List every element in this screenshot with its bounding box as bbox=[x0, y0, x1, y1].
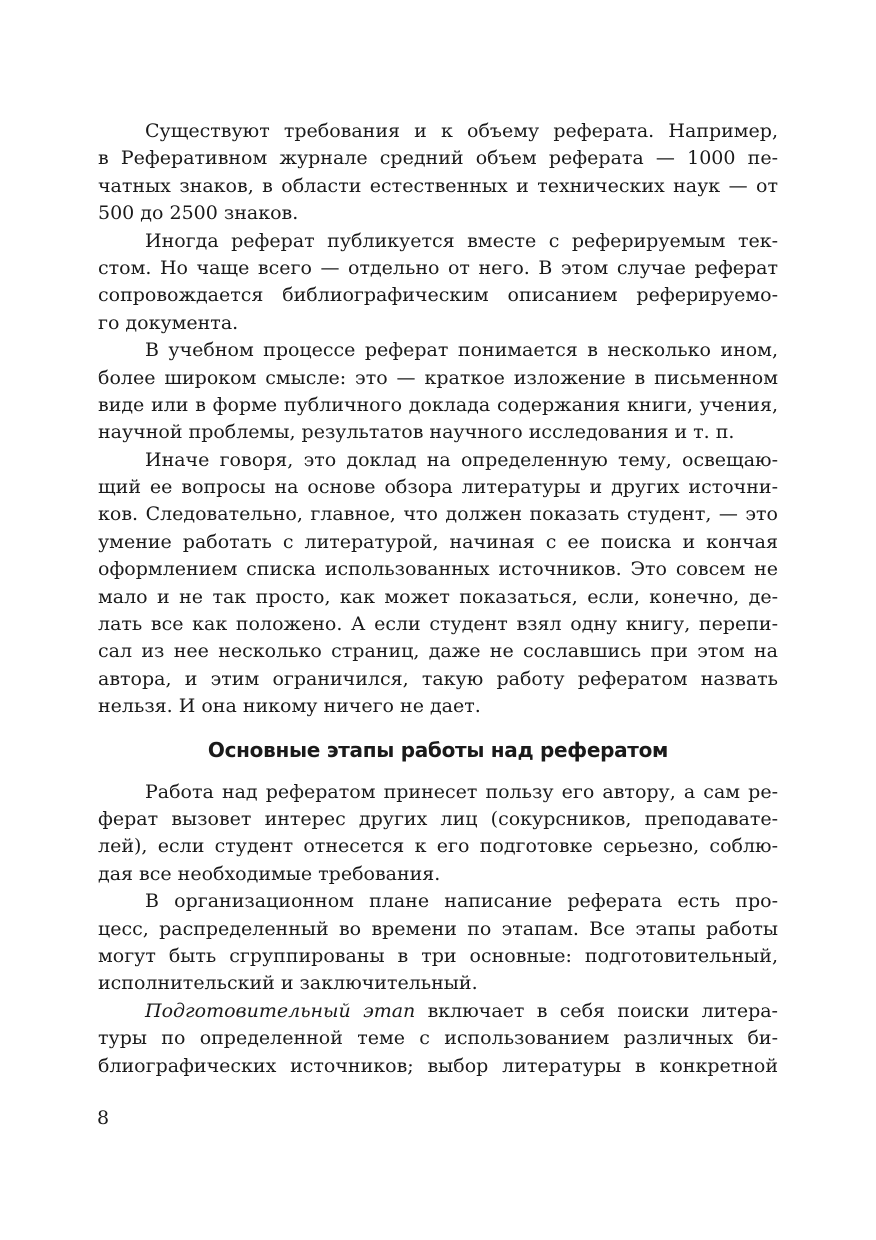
text-line: ферат вызовет интерес других лиц (сокурсников, преподавате- bbox=[98, 807, 778, 830]
paragraph bbox=[98, 888, 778, 998]
text-line: щий ее вопросы на основе обзора литературы и других источни- bbox=[98, 476, 778, 499]
text-line: цесс, распределенный во времени по этапам. Все этапы работы bbox=[98, 917, 778, 940]
section-heading: Основные этапы работы над рефератом bbox=[207, 737, 669, 762]
paragraph bbox=[98, 118, 778, 228]
italic-term: Подготовительный этап bbox=[145, 999, 416, 1022]
text-line: стом. Но чаще всего — отдельно от него. В этом случае реферат bbox=[98, 256, 778, 279]
text-line: туры по определенной теме с использованием различных би- bbox=[98, 1027, 778, 1050]
text-line: дая все необходимые требования. bbox=[98, 862, 441, 885]
text-line: лей), если студент отнесется к его подготовке серьезно, соблю- bbox=[98, 835, 778, 858]
text-line: мало и не так просто, как может показаться, если, конечно, де- bbox=[98, 585, 778, 608]
text-line: 500 до 2500 знаков. bbox=[98, 202, 299, 225]
text-line: умение работать с литературой, начиная с ее поиска и кончая bbox=[98, 530, 778, 553]
text-line: научной проблемы, результатов научного исследования и т. п. bbox=[98, 421, 735, 444]
text-line: автора, и этим ограничился, такую работу рефератом назвать bbox=[98, 667, 778, 690]
text-line bbox=[98, 998, 778, 1025]
text-line: оформлением списка использованных источников. Это совсем не bbox=[98, 558, 778, 581]
text-line: могут быть сгруппированы в три основные: подготовительный, bbox=[98, 944, 778, 967]
text-line: чатных знаков, в области естественных и технических наук — от bbox=[98, 174, 778, 197]
text-line: Существуют требования и к объему реферата. Например, bbox=[145, 120, 778, 142]
paragraph bbox=[98, 228, 778, 338]
paragraph bbox=[98, 337, 778, 447]
text-line: более широком смысле: это — краткое изложение в письменном bbox=[98, 366, 778, 389]
paragraph bbox=[98, 998, 778, 1080]
text-fragment: включает в себя поиски литера- bbox=[415, 999, 778, 1022]
text-line: Иначе говоря, это доклад на определенную тему, освещаю- bbox=[145, 448, 778, 471]
text-line: В организационном плане написание реферата есть про- bbox=[145, 890, 778, 913]
text-line: лать все как положено. А если студент взял одну книгу, перепи- bbox=[98, 613, 778, 636]
paragraph bbox=[98, 447, 778, 721]
text-line: Работа над рефератом принесет пользу его автору, а сам ре- bbox=[145, 780, 778, 803]
page-number: 8 bbox=[97, 1107, 110, 1129]
text-line: Иногда реферат публикуется вместе с реферируемым тек- bbox=[145, 229, 778, 252]
text-line: виде или в форме публичного доклада содержания книги, учения, bbox=[98, 393, 778, 416]
text-line: блиографических источников; выбор литературы в конкретной bbox=[98, 1054, 778, 1077]
text-line: сал из нее несколько страниц, даже не сославшись при этом на bbox=[98, 640, 778, 663]
text-line: нельзя. И она никому ничего не дает. bbox=[98, 695, 481, 718]
paragraph bbox=[98, 779, 778, 889]
text-line: го документа. bbox=[98, 311, 239, 334]
text-line: ков. Следовательно, главное, что должен показать студент, — это bbox=[98, 503, 778, 526]
text-line: в Реферативном журнале средний объем реферата — 1000 пе- bbox=[98, 147, 778, 170]
text-line: сопровождается библиографическим описанием реферируемо- bbox=[98, 284, 778, 307]
text-line: В учебном процессе реферат понимается в несколько ином, bbox=[145, 339, 778, 362]
page-body bbox=[98, 118, 778, 1080]
text-line: исполнительский и заключительный. bbox=[98, 972, 478, 995]
